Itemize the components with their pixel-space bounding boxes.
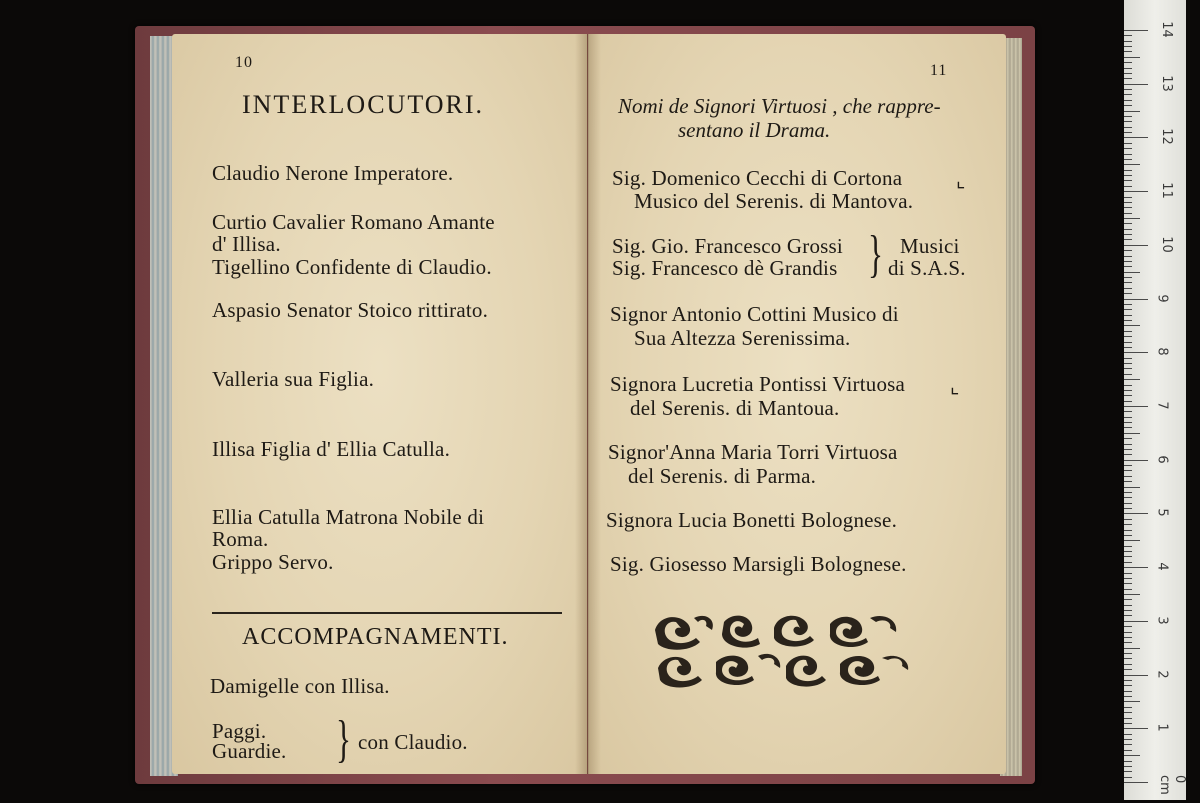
ruler-tick xyxy=(1124,363,1132,364)
ruler-tick xyxy=(1124,352,1148,353)
swash-mark: ⌞ xyxy=(950,376,960,398)
ruler-label: 2 xyxy=(1154,669,1170,679)
cast-entry: Curtio Cavalier Romano Amante xyxy=(212,210,495,234)
ruler-tick xyxy=(1124,239,1132,240)
ruler-tick xyxy=(1124,170,1132,171)
ruler-tick xyxy=(1124,137,1148,138)
ruler-tick xyxy=(1124,250,1132,251)
ruler-tick xyxy=(1124,739,1132,740)
cast-entry: d' Illisa. xyxy=(212,232,281,256)
ruler-tick xyxy=(1124,368,1132,369)
ruler-label: 7 xyxy=(1154,401,1170,410)
ruler-tick xyxy=(1124,744,1132,745)
book-gutter xyxy=(575,34,601,774)
ruler-tick xyxy=(1124,761,1132,762)
ruler-tick xyxy=(1124,766,1132,767)
ruler-tick xyxy=(1124,223,1132,224)
ruler-tick xyxy=(1124,46,1132,47)
singer-entry: Sig. Giosesso Marsigli Bolognese. xyxy=(610,552,907,576)
accompaniment-entry: Paggi. xyxy=(212,719,267,743)
ruler-tick xyxy=(1124,573,1132,574)
ruler-tick xyxy=(1124,562,1132,563)
ruler-tick xyxy=(1124,202,1132,203)
ruler-tick xyxy=(1124,347,1132,348)
ruler-tick xyxy=(1124,777,1132,778)
ruler-tick xyxy=(1124,390,1132,391)
ruler-tick xyxy=(1124,438,1132,439)
ruler-tick xyxy=(1124,374,1132,375)
ruler-tick xyxy=(1124,513,1148,514)
ornament-scroll xyxy=(774,616,814,647)
ornament-scroll xyxy=(655,616,713,650)
ruler-tick xyxy=(1124,653,1132,654)
ruler-tick xyxy=(1124,234,1132,235)
ruler-tick xyxy=(1124,750,1132,751)
ruler-label: 8 xyxy=(1154,347,1170,356)
ruler-tick xyxy=(1124,336,1132,337)
ruler-tick xyxy=(1124,487,1140,488)
ruler-tick xyxy=(1124,100,1132,101)
ruler-tick xyxy=(1124,701,1140,702)
ruler-tick xyxy=(1124,197,1132,198)
ruler-tick xyxy=(1124,411,1132,412)
ruler-tick xyxy=(1124,648,1140,649)
ruler-tick xyxy=(1124,325,1140,326)
page-number: 10 xyxy=(235,54,253,71)
singer-entry: Musico del Serenis. di Mantova. xyxy=(634,189,914,213)
ruler-tick xyxy=(1124,696,1132,697)
ruler-tick xyxy=(1124,320,1132,321)
ruler-tick xyxy=(1124,164,1140,165)
ruler-tick xyxy=(1124,718,1132,719)
swash-mark: ⌞ xyxy=(956,170,966,192)
ruler-tick xyxy=(1124,675,1148,676)
page-title: Nomi de Signori Virtuosi , che rappre- xyxy=(618,94,941,118)
ruler-tick xyxy=(1124,589,1132,590)
ruler-tick xyxy=(1124,35,1132,36)
ruler-tick xyxy=(1124,685,1132,686)
ruler-tick xyxy=(1124,723,1132,724)
divider-rule xyxy=(212,612,562,614)
cast-entry: Ellia Catulla Matrona Nobile di xyxy=(212,505,485,529)
ruler-tick xyxy=(1124,331,1132,332)
ruler-tick xyxy=(1124,610,1132,611)
ruler-tick xyxy=(1124,728,1148,729)
accompaniment-entry: Guardie. xyxy=(212,739,287,763)
ruler-tick xyxy=(1124,154,1132,155)
ornament-scroll xyxy=(658,657,702,688)
ruler-tick xyxy=(1124,583,1132,584)
ruler-tick xyxy=(1124,401,1132,402)
brace-symbol: } xyxy=(868,226,883,283)
ruler-label: 9 xyxy=(1154,293,1170,303)
ruler-tick xyxy=(1124,385,1132,386)
ruler-tick xyxy=(1124,470,1132,471)
ruler-tick xyxy=(1124,288,1132,289)
ruler-tick xyxy=(1124,444,1132,445)
ruler-tick xyxy=(1124,304,1132,305)
ruler-tick xyxy=(1124,433,1140,434)
ruler-tick xyxy=(1124,105,1132,106)
page-title: sentano il Drama. xyxy=(678,118,831,142)
ruler-label: 1 xyxy=(1154,723,1170,732)
ruler-label: 12 xyxy=(1158,128,1174,146)
ornament-scroll xyxy=(786,656,826,687)
ornament-scroll xyxy=(722,616,760,648)
ruler-tick xyxy=(1124,460,1148,461)
ruler-tick xyxy=(1124,68,1132,69)
ruler-tick xyxy=(1124,664,1132,665)
ruler-tick xyxy=(1124,497,1132,498)
singer-entry: Sig. Gio. Francesco Grossi xyxy=(612,234,843,258)
ruler-tick xyxy=(1124,84,1148,85)
ruler-tick xyxy=(1124,94,1132,95)
ruler-tick xyxy=(1124,186,1132,187)
ruler-label: 11 xyxy=(1158,182,1174,199)
measurement-ruler xyxy=(1124,0,1186,800)
ruler-tick xyxy=(1124,621,1148,622)
ruler-tick xyxy=(1124,658,1132,659)
section-heading: ACCOMPAGNAMENTI. xyxy=(242,624,509,650)
ruler-tick xyxy=(1124,315,1132,316)
ruler-tick xyxy=(1124,615,1132,616)
ruler-label: 4 xyxy=(1154,562,1170,571)
ruler-tick xyxy=(1124,406,1148,407)
ruler-tick xyxy=(1124,546,1132,547)
ruler-tick xyxy=(1124,266,1132,267)
ruler-label: 14 xyxy=(1158,21,1174,38)
accompaniment-entry: Damigelle con Illisa. xyxy=(210,674,390,698)
ruler-tick xyxy=(1124,299,1148,300)
ruler-tick xyxy=(1124,417,1132,418)
cast-entry: Illisa Figlia d' Ellia Catulla. xyxy=(212,437,451,461)
ruler-tick xyxy=(1124,691,1132,692)
ruler-tick xyxy=(1124,535,1132,536)
ruler-tick xyxy=(1124,755,1140,756)
singer-group-label: Musici xyxy=(900,234,960,258)
ruler-tick xyxy=(1124,73,1132,74)
ruler-tick xyxy=(1124,229,1132,230)
ruler-tick xyxy=(1124,465,1132,466)
left-page xyxy=(172,34,587,774)
ruler-tick xyxy=(1124,626,1132,627)
ruler-tick xyxy=(1124,637,1132,638)
page-heading: INTERLOCUTORI. xyxy=(242,90,485,119)
ruler-label: 10 xyxy=(1158,236,1174,253)
ruler-tick xyxy=(1124,524,1132,525)
cast-entry: Tigellino Confidente di Claudio. xyxy=(212,255,492,279)
cast-entry: Roma. xyxy=(212,527,269,551)
singer-entry: Signora Lucretia Pontissi Virtuosa xyxy=(610,372,906,396)
ornament-scroll xyxy=(716,654,780,685)
singer-entry: Sua Altezza Serenissima. xyxy=(634,326,851,350)
ornament-scroll xyxy=(830,616,896,647)
ruler-label: 3 xyxy=(1154,616,1170,625)
ruler-tick xyxy=(1124,422,1132,423)
ruler-tick xyxy=(1124,551,1132,552)
ruler-label: 0 cm xyxy=(1157,775,1187,795)
ruler-tick xyxy=(1124,519,1132,520)
cast-entry: Claudio Nerone Imperatore. xyxy=(212,161,454,185)
ruler-tick xyxy=(1124,51,1132,52)
ruler-tick xyxy=(1124,712,1132,713)
ruler-tick xyxy=(1124,261,1132,262)
ruler-tick xyxy=(1124,669,1132,670)
ruler-tick xyxy=(1124,62,1132,63)
ruler-tick xyxy=(1124,734,1132,735)
ruler-tick xyxy=(1124,132,1132,133)
ruler-tick xyxy=(1124,605,1132,606)
ruler-label: 13 xyxy=(1158,74,1174,92)
singer-entry: Signora Lucia Bonetti Bolognese. xyxy=(606,508,898,532)
singer-group-label: di S.A.S. xyxy=(888,256,966,280)
ruler-tick xyxy=(1124,567,1148,568)
ruler-tick xyxy=(1124,57,1140,58)
ruler-tick xyxy=(1124,272,1140,273)
ruler-tick xyxy=(1124,449,1132,450)
ruler-tick xyxy=(1124,121,1132,122)
ruler-tick xyxy=(1124,148,1132,149)
ruler-tick xyxy=(1124,30,1148,31)
ruler-tick xyxy=(1124,277,1132,278)
ruler-tick xyxy=(1124,379,1140,380)
cast-entry: Valleria sua Figlia. xyxy=(212,367,375,391)
ruler-tick xyxy=(1124,632,1132,633)
ruler-tick xyxy=(1124,245,1148,246)
ruler-tick xyxy=(1124,782,1148,783)
ruler-tick xyxy=(1124,256,1132,257)
ruler-tick xyxy=(1124,481,1132,482)
ruler-tick xyxy=(1124,540,1140,541)
ruler-tick xyxy=(1124,191,1148,192)
ruler-tick xyxy=(1124,771,1132,772)
accompaniment-suffix: con Claudio. xyxy=(358,730,468,754)
singer-entry: del Serenis. di Mantoua. xyxy=(630,396,840,420)
ruler-tick xyxy=(1124,427,1132,428)
ruler-tick xyxy=(1124,642,1132,643)
ruler-tick xyxy=(1124,213,1132,214)
ruler-tick xyxy=(1124,89,1132,90)
ruler-tick xyxy=(1124,578,1132,579)
cast-entry: Aspasio Senator Stoico rittirato. xyxy=(212,298,489,322)
singer-entry: Signor'Anna Maria Torri Virtuosa xyxy=(608,440,898,464)
ruler-tick xyxy=(1124,594,1140,595)
ruler-tick xyxy=(1124,143,1132,144)
ruler-tick xyxy=(1124,159,1132,160)
ruler-tick xyxy=(1124,111,1140,112)
ruler-label: 6 xyxy=(1154,455,1170,464)
ruler-tick xyxy=(1124,508,1132,509)
ruler-tick xyxy=(1124,530,1132,531)
ruler-tick xyxy=(1124,218,1140,219)
singer-entry: Sig. Francesco dè Grandis xyxy=(612,256,838,280)
ruler-tick xyxy=(1124,599,1132,600)
ruler-tick xyxy=(1124,175,1132,176)
ruler-tick xyxy=(1124,556,1132,557)
ruler-tick xyxy=(1124,309,1132,310)
ruler-tick xyxy=(1124,358,1132,359)
ruler-tick xyxy=(1124,395,1132,396)
brace-symbol: } xyxy=(336,711,351,768)
ruler-tick xyxy=(1124,293,1132,294)
singer-entry: Signor Antonio Cottini Musico di xyxy=(610,302,899,326)
page-number: 11 xyxy=(930,62,948,79)
ruler-tick xyxy=(1124,492,1132,493)
ruler-tick xyxy=(1124,454,1132,455)
ruler-tick xyxy=(1124,116,1132,117)
ruler-label: 5 xyxy=(1154,508,1170,518)
right-page xyxy=(588,34,1006,774)
ruler-tick xyxy=(1124,707,1132,708)
ruler-tick xyxy=(1124,180,1132,181)
ruler-tick xyxy=(1124,680,1132,681)
ruler-tick xyxy=(1124,207,1132,208)
ruler-tick xyxy=(1124,127,1132,128)
singer-entry: Sig. Domenico Cecchi di Cortona xyxy=(612,166,903,190)
ruler-tick xyxy=(1124,282,1132,283)
ornament-scroll xyxy=(840,656,908,685)
singer-entry: del Serenis. di Parma. xyxy=(628,464,817,488)
ruler-tick xyxy=(1124,342,1132,343)
ruler-tick xyxy=(1124,503,1132,504)
ruler-tick xyxy=(1124,78,1132,79)
ruler-tick xyxy=(1124,476,1132,477)
cast-entry: Grippo Servo. xyxy=(212,550,334,574)
decorative-ornament xyxy=(650,608,920,698)
ruler-tick xyxy=(1124,41,1132,42)
